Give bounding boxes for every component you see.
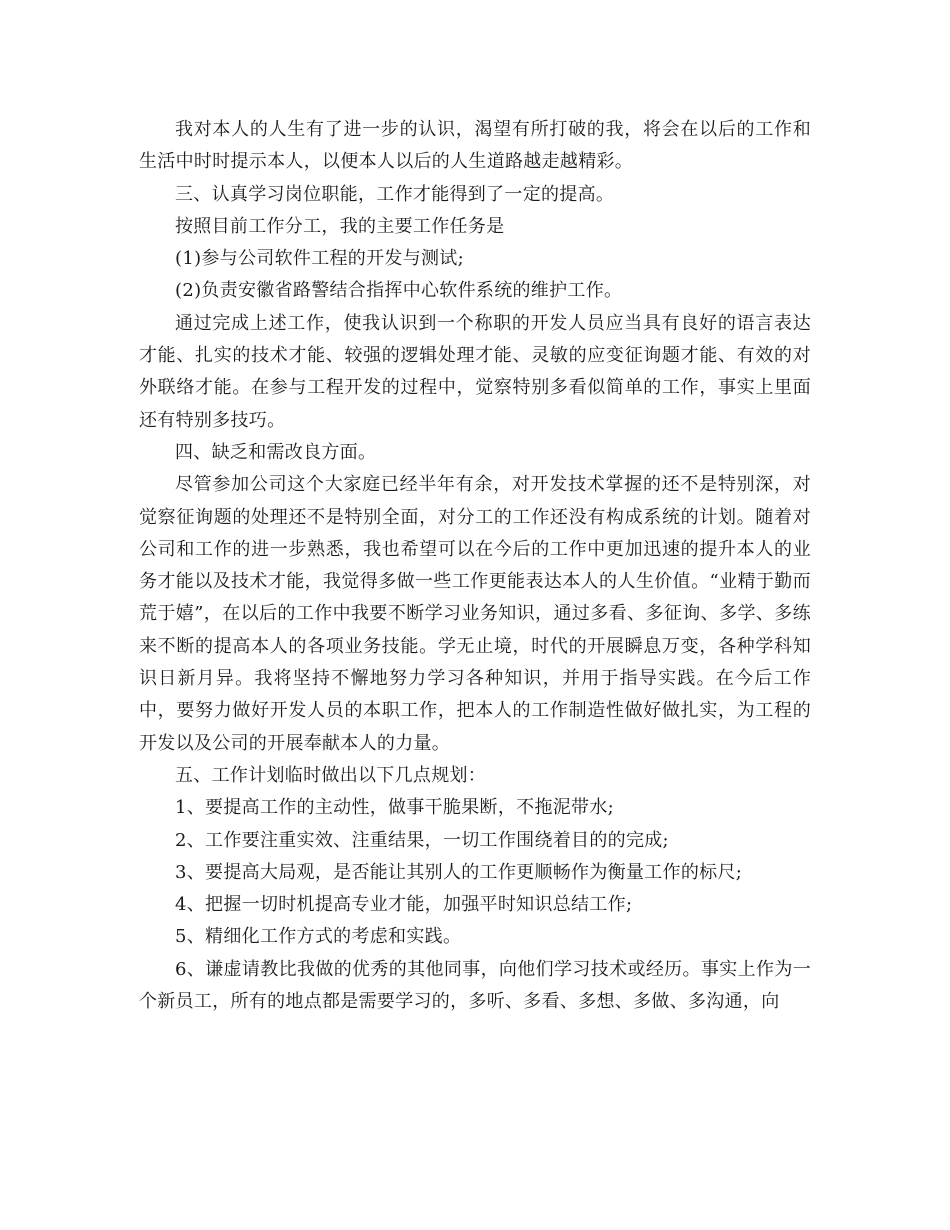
list-item-plan-3: 3、要提高大局观，是否能让其别人的工作更顺畅作为衡量工作的标尺; <box>175 861 743 883</box>
list-item-plan-5: 5、精细化工作方式的考虑和实践。 <box>175 926 462 948</box>
list-item-task-2: (2)负责安徽省路警结合指挥中心软件系统的维护工作。 <box>175 280 623 302</box>
paragraph-life-reflection: 我对本人的人生有了进一步的认识，渴望有所打破的我，将会在以后的工作和生活中时时提示本人，以便本人以后的人生道路越走越精彩。 <box>139 119 811 173</box>
heading-section-five: 五、工作计划临时做出以下几点规划： <box>175 764 487 786</box>
list-item-plan-4: 4、把握一切时机提高专业才能，加强平时知识总结工作; <box>175 894 633 916</box>
list-item-plan-1: 1、要提高工作的主动性，做事干脆果断，不拖泥带水; <box>175 797 615 819</box>
paragraph-task-intro: 按照目前工作分工，我的主要工作任务是 <box>175 215 505 237</box>
list-item-plan-6: 6、谦虚请教比我做的优秀的其他同事，向他们学习技术或经历。事实上作为一个新员工，所有的地点都是需要学习的，多听、多看、多想、多做、多沟通，向 <box>139 958 811 1013</box>
paragraph-improvement: 尽管参加公司这个大家庭已经半年有余，对开发技术掌握的还不是特别深，对觉察征询题的处理还不是特别全面，对分工的工作还没有构成系统的计划。随着对公司和工作的进一步熟悉，我也希望可以在今后的工作中更加迅速的提升本人的业务才能以及技术才能，我觉得多做一些工作更能表达本人的人生价值。“业精于勤而荒于嬉”，在以后的工作中我要不断学习业务知识，通过多看、多征询、多学、多练来不断的提高本人的各项业务技能。学无止境，时代的开展瞬息万变，各种学科知识日新月异。我将坚持不懈地努力学习各种知识，并用于指导实践。在今后工作中，要努力做好开发人员的本职工作，把本人的工作制造性做好做扎实，为工程的开发以及公司的开展奉献本人的力量。 <box>139 474 811 754</box>
list-item-plan-2: 2、工作要注重实效、注重结果，一切工作围绕着目的的完成; <box>175 829 669 851</box>
paragraph-skills: 通过完成上述工作，使我认识到一个称职的开发人员应当具有良好的语言表达才能、扎实的技术才能、较强的逻辑处理才能、灵敏的应变征询题才能、有效的对外联络才能。在参与工程开发的过程中，觉察特别多看似简单的工作，事实上里面还有特别多技巧。 <box>139 312 811 431</box>
heading-section-four: 四、缺乏和需改良方面。 <box>175 441 377 463</box>
document-body <box>139 114 811 1018</box>
heading-section-three: 三、认真学习岗位职能，工作才能得到了一定的提高。 <box>175 183 615 205</box>
list-item-task-1: (1)参与公司软件工程的开发与测试; <box>175 248 464 270</box>
